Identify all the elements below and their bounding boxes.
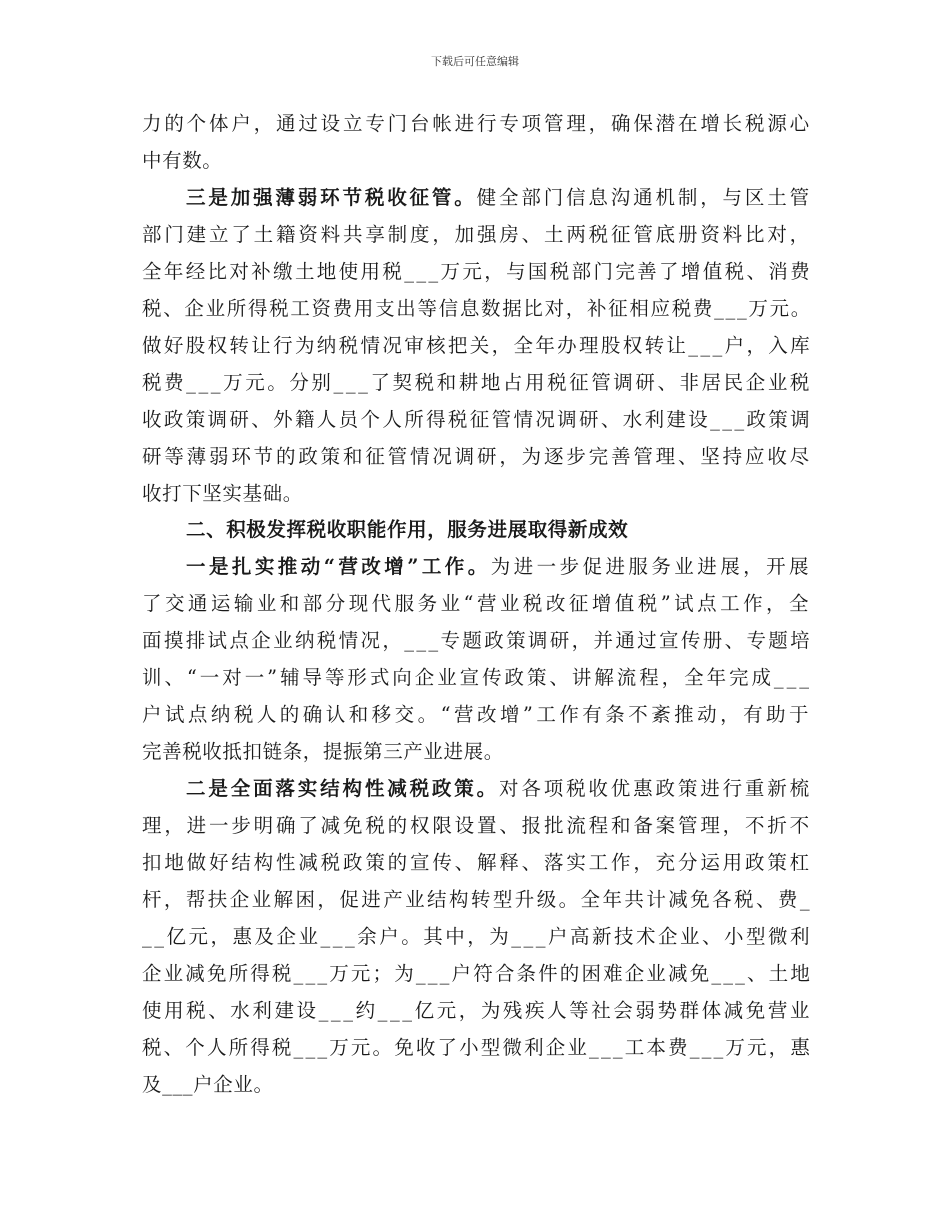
line-text: 收政策调研、外籍人员个人所得税征管情况调研、水利建设___政策调 (142, 407, 812, 431)
line-text: 做好股权转让行为纳税情况审核把关，全年办理股权转让___户，入库 (142, 333, 812, 357)
text-line (142, 924, 812, 948)
text-line (142, 961, 812, 985)
text-line (142, 816, 812, 836)
line-text: 部门建立了土籍资料共享制度，加强房、土两税征管底册资料比对， (142, 222, 812, 246)
line-text: 杆，帮扶企业解困，促进产业结构转型升级。全年共计减免各税、费_ (142, 887, 812, 911)
text-line (142, 222, 812, 246)
text-line (142, 998, 812, 1022)
line-text: 理，进一步明确了减免税的权限设置、报批流程和备案管理，不折不 (142, 814, 812, 838)
bold-lead: 一是扎实推动“营改增”工作。 (186, 555, 491, 579)
text-line (142, 333, 812, 357)
line-text: 收打下坚实基础。 (142, 481, 303, 505)
page-header: 下载后可任意编辑 (431, 55, 519, 68)
bold-lead: 二、积极发挥税收职能作用，服务进展取得新成效 (186, 518, 629, 542)
line-text: 全年经比对补缴土地使用税___万元，与国税部门完善了增值税、消费 (142, 259, 812, 283)
line-text: 力的个体户，通过设立专门台帐进行专项管理，确保潜在增长税源心 (142, 112, 812, 135)
line-text: 了交通运输业和部分现代服务业“营业税改征增值税”试点工作，全 (142, 592, 812, 616)
text-line (142, 407, 812, 431)
text-line (142, 631, 812, 651)
line-text: 扣地做好结构性减税政策的宣传、解释、落实工作，充分运用政策杠 (142, 851, 812, 874)
line-text: 完善税收抵扣链条，提振第三产业进展。 (142, 740, 504, 764)
text-line (142, 668, 812, 688)
line-text: 研等薄弱环节的政策和征管情况调研，为逐步完善管理、坚持应收尽 (142, 444, 812, 468)
text-line (142, 370, 812, 394)
line-text: 税、个人所得税___万元。免收了小型微利企业___工本费___万元，惠 (142, 1035, 812, 1059)
text-line (142, 742, 504, 762)
text-line (186, 779, 812, 799)
bold-lead: 三是加强薄弱环节税收征管。 (186, 185, 477, 209)
text-line (142, 594, 812, 614)
line-text: __亿元，惠及企业___余户。其中，为___户高新技术企业、小型微利 (142, 924, 812, 948)
bold-lead: 二是全面落实结构性减税政策。 (186, 777, 499, 801)
text-line (142, 259, 812, 283)
line-text: 对各项税收优惠政策进行重新梳 (499, 777, 812, 801)
text-line (142, 444, 812, 468)
line-text: 训、“一对一”辅导等形式向企业宣传政策、讲解流程，全年完成___ (142, 666, 812, 690)
text-line (142, 296, 812, 320)
text-line (142, 1072, 274, 1096)
text-line (142, 114, 812, 134)
line-text: 为进一步促进服务业进展，开展 (490, 555, 812, 579)
line-text: 中有数。 (142, 148, 223, 172)
text-line (142, 148, 223, 172)
text-line (186, 520, 628, 540)
text-line (142, 705, 812, 725)
line-text: 健全部门信息沟通机制，与区土管 (476, 185, 812, 209)
text-line (142, 887, 812, 911)
line-text: 税费___万元。分别___了契税和耕地占用税征管调研、非居民企业税 (142, 370, 812, 394)
text-line (142, 1035, 812, 1059)
line-text: 使用税、水利建设___约___亿元，为残疾人等社会弱势群体减免营业 (142, 998, 812, 1022)
text-line (142, 853, 812, 873)
text-line (186, 185, 812, 209)
line-text: 户试点纳税人的确认和移交。“营改增”工作有条不紊推动，有助于 (142, 703, 812, 727)
line-text: 及___户企业。 (142, 1072, 274, 1096)
text-line (142, 481, 303, 505)
line-text: 企业减免所得税___万元；为___户符合条件的困难企业减免___、土地 (142, 961, 812, 985)
text-line (186, 557, 812, 577)
line-text: 面摸排试点企业纳税情况，___专题政策调研，并通过宣传册、专题培 (142, 629, 812, 653)
line-text: 税、企业所得税工资费用支出等信息数据比对，补征相应税费___万元。 (142, 296, 812, 320)
